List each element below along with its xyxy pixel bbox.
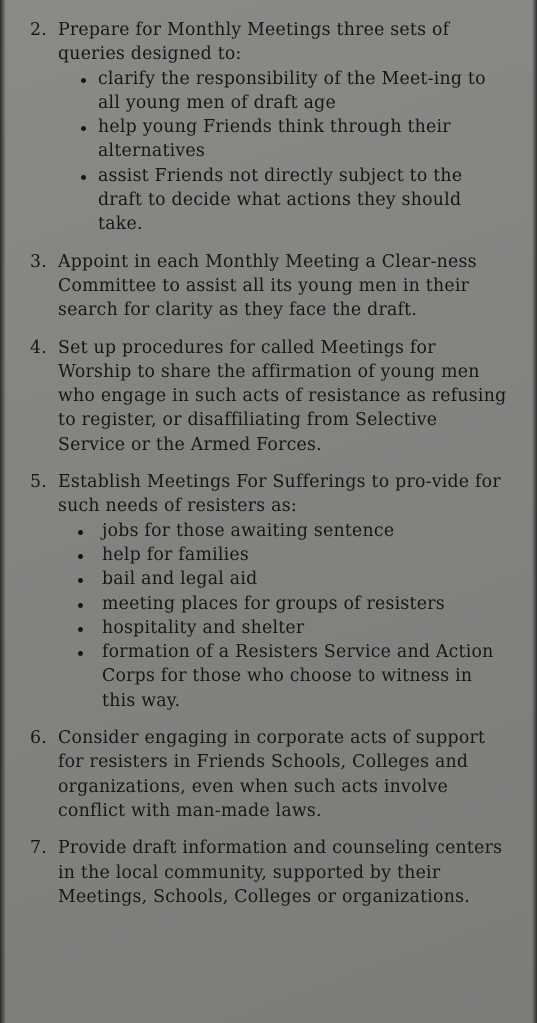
bullet-item: help for families [68, 543, 508, 567]
item-text: Consider engaging in corporate acts of support for resisters in Friends Schools, Colleges and organizations, even when such acts involve conflict with man-made laws. [58, 728, 486, 821]
page-left-shadow [0, 0, 6, 1023]
list-item-2 [30, 18, 508, 237]
list-item-6 [30, 726, 508, 823]
item-number: 6. [30, 728, 47, 749]
bullet-item: meeting places for groups of resisters [68, 592, 508, 616]
item-number: 7. [30, 838, 47, 859]
list-item-3 [30, 250, 508, 323]
bullet-item: help young Friends think through their alternatives [76, 115, 508, 164]
list-item-4 [30, 336, 508, 457]
bullet-item: jobs for those awaiting sentence [68, 519, 508, 543]
item-text: Appoint in each Monthly Meeting a Clear-ness Committee to assist all its young men in their search for clarity as they face the draft. [58, 251, 477, 321]
list-item-5 [30, 470, 508, 713]
item-number: 5. [30, 472, 47, 493]
item-number: 2. [30, 20, 47, 40]
bullet-item: clarify the responsibility of the Meet-ing to all young men of draft age [76, 67, 508, 116]
item-text: Establish Meetings For Sufferings to pro-vide for such needs of resisters as: [58, 472, 501, 517]
item-text: Set up procedures for called Meetings for Worship to share the affirmation of young men who engage in such acts of resistance as refusing to register, or disaffiliating from Selective Service or the Armed Forces. [58, 337, 507, 455]
sub-bullet-list [68, 519, 508, 713]
bullet-item: formation of a Resisters Service and Action Corps for those who choose to witness in this way. [68, 640, 508, 713]
sub-bullet-list [76, 67, 508, 237]
list-item-7 [30, 836, 508, 909]
bullet-item: bail and legal aid [68, 567, 508, 591]
numbered-list [30, 18, 508, 922]
item-number: 4. [30, 337, 47, 358]
bullet-item: assist Friends not directly subject to the draft to decide what actions they should take. [76, 164, 508, 237]
item-text: Provide draft information and counseling centers in the local community, supported by their Meetings, Schools, Colleges or organizations. [58, 838, 503, 907]
bullet-item: hospitality and shelter [68, 616, 508, 640]
item-text: Prepare for Monthly Meetings three sets of queries designed to: [58, 20, 450, 65]
page-right-shadow [532, 0, 537, 1023]
item-number: 3. [30, 251, 47, 272]
